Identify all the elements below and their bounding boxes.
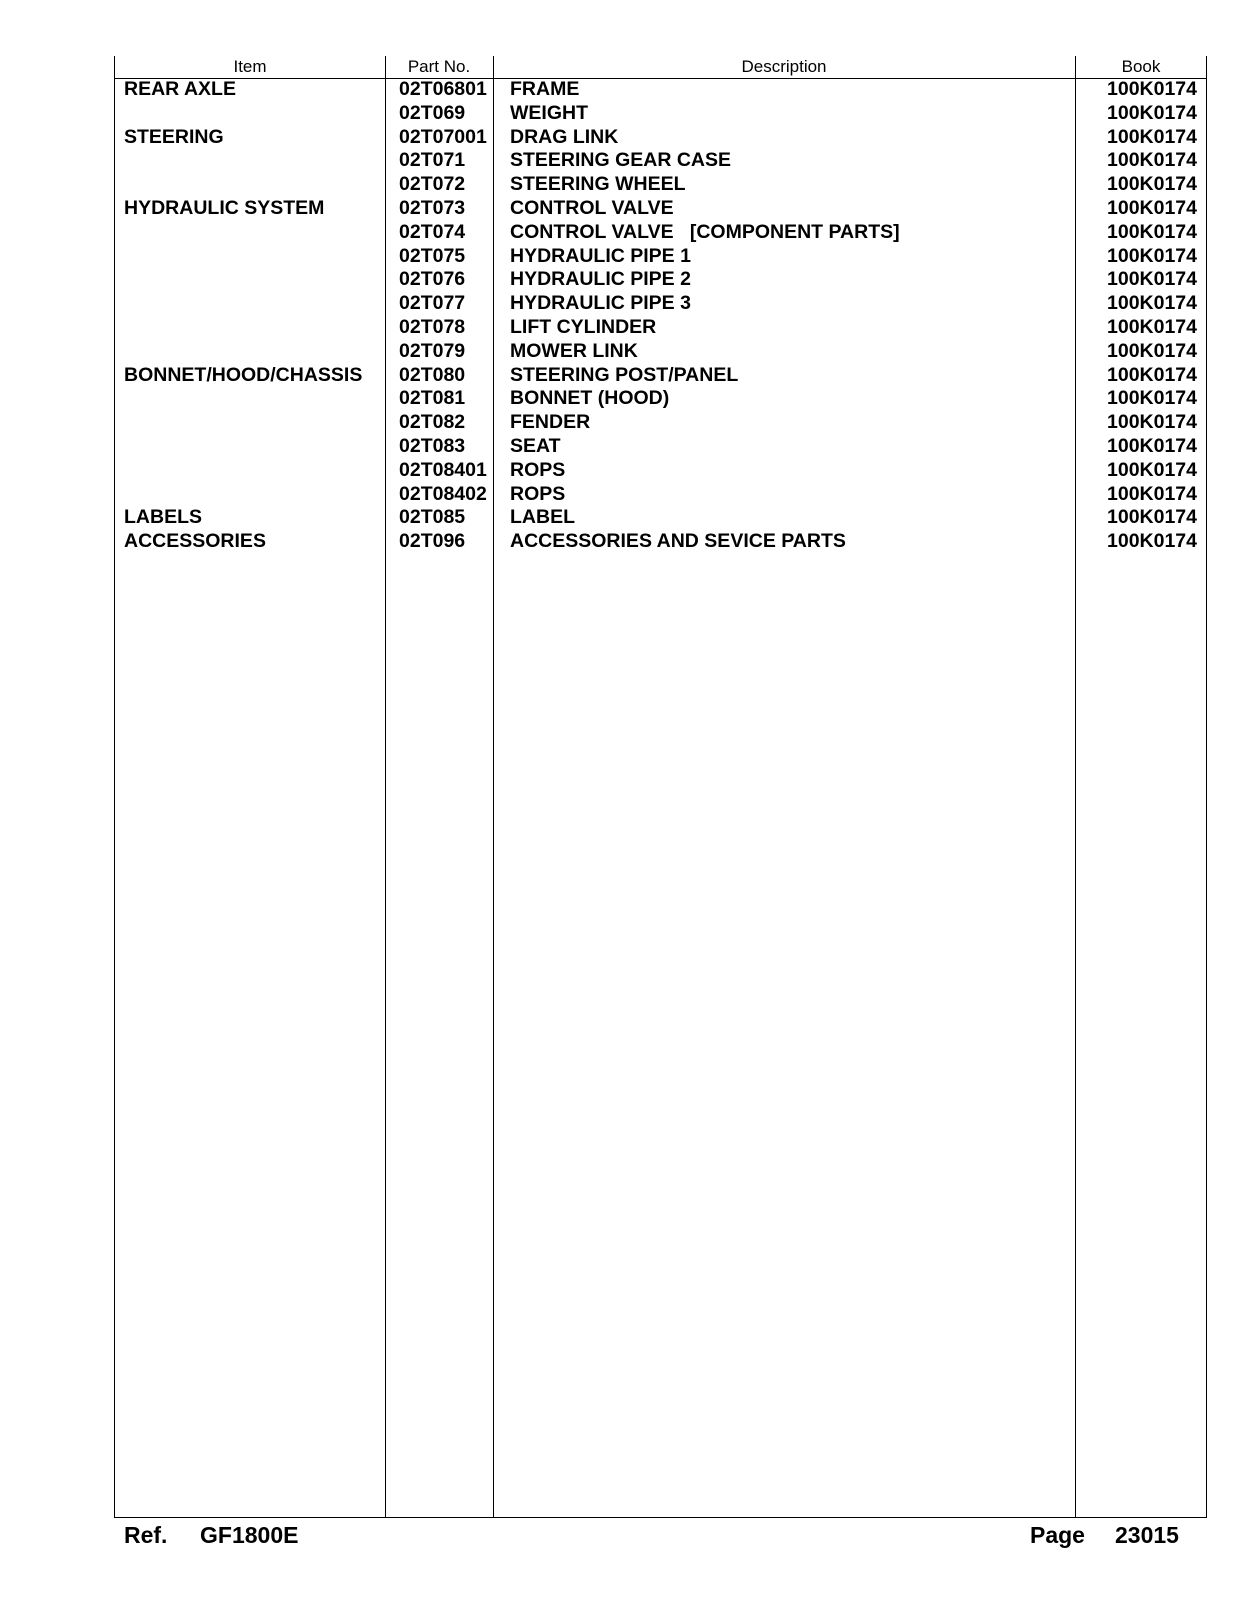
table-row xyxy=(115,102,1206,126)
item-cell: LABELS xyxy=(124,506,202,529)
description-cell: HYDRAULIC PIPE 2 xyxy=(510,268,691,291)
part-no-cell: 02T077 xyxy=(399,292,466,315)
part-no-cell: 02T08401 xyxy=(399,458,487,481)
book-cell: 100K0174 xyxy=(1107,149,1197,172)
description-cell: WEIGHT xyxy=(510,101,588,124)
table-row xyxy=(115,197,1206,221)
book-cell: 100K0174 xyxy=(1107,125,1197,148)
book-cell: 100K0174 xyxy=(1107,244,1197,267)
description-cell: CONTROL VALVE [COMPONENT PARTS] xyxy=(510,220,900,243)
description-cell: ROPS xyxy=(510,482,566,505)
item-cell: REAR AXLE xyxy=(124,78,236,100)
description-cell: BONNET (HOOD) xyxy=(510,387,670,410)
part-no-cell: 02T075 xyxy=(399,244,466,267)
part-no-cell: 02T074 xyxy=(399,220,466,243)
part-no-cell: 02T08402 xyxy=(399,482,487,505)
description-cell: FRAME xyxy=(510,78,580,100)
table-row xyxy=(115,506,1206,530)
description-cell: MOWER LINK xyxy=(510,339,638,362)
description-cell: LIFT CYLINDER xyxy=(510,315,657,338)
table-row xyxy=(115,459,1206,483)
table-row xyxy=(115,364,1206,388)
book-cell: 100K0174 xyxy=(1107,434,1197,457)
table-row xyxy=(115,173,1206,197)
book-cell: 100K0174 xyxy=(1107,315,1197,338)
part-no-cell: 02T082 xyxy=(399,411,466,434)
item-cell: ACCESSORIES xyxy=(124,530,266,553)
header-part-no: Part No. xyxy=(407,57,471,76)
part-no-cell: 02T073 xyxy=(399,196,466,219)
item-cell: STEERING xyxy=(124,125,224,148)
description-cell: HYDRAULIC PIPE 3 xyxy=(510,292,691,315)
header-description: Description xyxy=(741,57,827,76)
description-cell: STEERING POST/PANEL xyxy=(510,363,739,386)
table-row xyxy=(115,483,1206,507)
description-cell: SEAT xyxy=(510,434,561,457)
table-row xyxy=(115,78,1206,102)
part-no-cell: 02T072 xyxy=(399,173,466,196)
description-cell: ROPS xyxy=(510,458,566,481)
description-cell: STEERING GEAR CASE xyxy=(510,149,732,172)
book-cell: 100K0174 xyxy=(1107,458,1197,481)
book-cell: 100K0174 xyxy=(1107,506,1197,529)
description-cell: ACCESSORIES AND SEVICE PARTS xyxy=(510,530,846,553)
part-no-cell: 02T069 xyxy=(399,101,466,124)
table-body xyxy=(115,78,1206,554)
description-cell: STEERING WHEEL xyxy=(510,173,686,196)
part-no-cell: 02T083 xyxy=(399,434,466,457)
parts-index-table xyxy=(114,56,1207,1518)
header-book: Book xyxy=(1121,57,1161,76)
table-row xyxy=(115,530,1206,554)
part-no-cell: 02T080 xyxy=(399,363,466,386)
part-no-cell: 02T06801 xyxy=(399,78,487,100)
book-cell: 100K0174 xyxy=(1107,173,1197,196)
table-row xyxy=(115,387,1206,411)
footer-ref-label: Ref. xyxy=(124,1522,168,1548)
part-no-cell: 02T076 xyxy=(399,268,466,291)
description-cell: DRAG LINK xyxy=(510,125,619,148)
table-row xyxy=(115,126,1206,150)
book-cell: 100K0174 xyxy=(1107,196,1197,219)
description-cell: CONTROL VALVE xyxy=(510,196,674,219)
book-cell: 100K0174 xyxy=(1107,363,1197,386)
footer-ref-value: GF1800E xyxy=(200,1522,299,1548)
book-cell: 100K0174 xyxy=(1107,101,1197,124)
item-cell: BONNET/HOOD/CHASSIS xyxy=(124,363,363,386)
footer-page-label: Page xyxy=(1030,1522,1085,1548)
book-cell: 100K0174 xyxy=(1107,387,1197,410)
table-row xyxy=(115,292,1206,316)
table-row xyxy=(115,268,1206,292)
description-cell: FENDER xyxy=(510,411,591,434)
part-no-cell: 02T096 xyxy=(399,530,466,553)
header-item: Item xyxy=(233,57,267,76)
book-cell: 100K0174 xyxy=(1107,482,1197,505)
book-cell: 100K0174 xyxy=(1107,411,1197,434)
footer-page-number: 23015 xyxy=(1115,1522,1179,1548)
book-cell: 100K0174 xyxy=(1107,292,1197,315)
table-row xyxy=(115,435,1206,459)
part-no-cell: 02T085 xyxy=(399,506,466,529)
part-no-cell: 02T078 xyxy=(399,315,466,338)
table-row xyxy=(115,149,1206,173)
book-cell: 100K0174 xyxy=(1107,530,1197,553)
book-cell: 100K0174 xyxy=(1107,268,1197,291)
description-cell: HYDRAULIC PIPE 1 xyxy=(510,244,691,267)
table-row xyxy=(115,340,1206,364)
book-cell: 100K0174 xyxy=(1107,220,1197,243)
book-cell: 100K0174 xyxy=(1107,339,1197,362)
part-no-cell: 02T079 xyxy=(399,339,466,362)
table-row xyxy=(115,411,1206,435)
table-row xyxy=(115,316,1206,340)
table-row xyxy=(115,221,1206,245)
table-row xyxy=(115,245,1206,269)
item-cell: HYDRAULIC SYSTEM xyxy=(124,196,325,219)
part-no-cell: 02T07001 xyxy=(399,125,487,148)
book-cell: 100K0174 xyxy=(1107,78,1197,100)
description-cell: LABEL xyxy=(510,506,575,529)
part-no-cell: 02T081 xyxy=(399,387,466,410)
part-no-cell: 02T071 xyxy=(399,149,466,172)
